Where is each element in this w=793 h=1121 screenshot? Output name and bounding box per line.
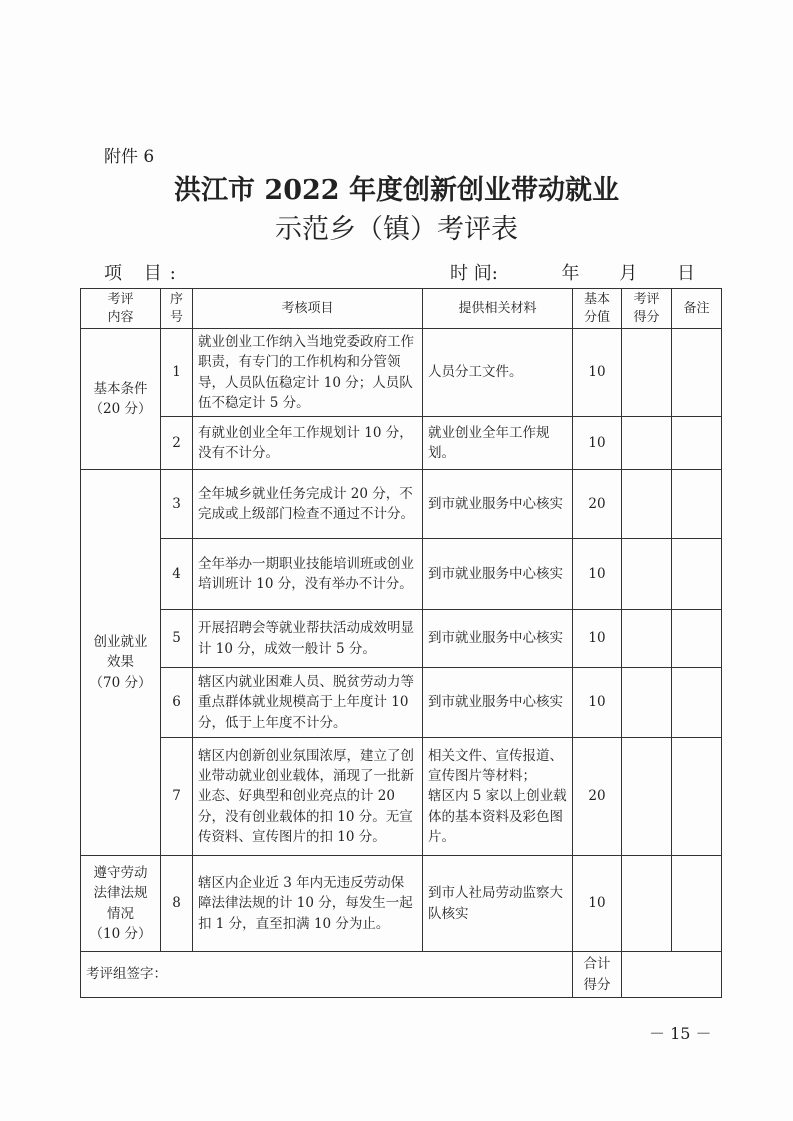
project-label: 项 目: [104,263,184,284]
signature-label: 考评组签字： [81,952,573,998]
table-row [81,610,722,668]
row-base-score: 20 [573,738,622,856]
table-row [81,668,722,738]
signature-row [81,952,722,998]
document-subtitle: 示范乡（镇）考评表 [275,214,518,245]
row-seq: 1 [161,329,193,417]
table-row [81,539,722,610]
table-row [81,856,722,952]
row-note[interactable] [672,329,722,417]
row-base-score: 10 [573,856,622,952]
row-eval-score[interactable] [622,668,672,738]
table-row [81,329,722,417]
year-label: 年 [561,263,580,284]
row-materials: 就业创业全年工作规划。 [423,417,573,470]
row-note[interactable] [672,470,722,539]
category-basic: 基本条件 （20 分） [81,329,161,470]
category-law: 遵守劳动 法律法规 情况 （10 分） [81,856,161,952]
row-materials: 相关文件、宣传报道、宣传图片等材料； 辖区内 5 家以上创业载体的基本资料及彩色图片。 [423,738,573,856]
row-seq: 4 [161,539,193,610]
row-eval-score[interactable] [622,856,672,952]
day-label: 日 [677,263,695,284]
row-item: 就业创业工作纳入当地党委政府工作职责，有专门的工作机构和分管领导，人员队伍稳定计 10 分；人员队伍不稳定计 5 分。 [193,329,423,417]
header-content: 考评 内容 [81,289,161,329]
table-row [81,470,722,539]
header-item: 考核项目 [193,289,423,329]
header-eval-score: 考评 得分 [622,289,672,329]
header-base-score: 基本 分值 [573,289,622,329]
row-eval-score[interactable] [622,329,672,417]
row-base-score: 10 [573,329,622,417]
row-materials: 到市就业服务中心核实 [423,668,573,738]
row-materials: 人员分工文件。 [423,329,573,417]
row-materials: 到市人社局劳动监察大队核实 [423,856,573,952]
header-materials: 提供相关材料 [423,289,573,329]
time-label: 时 间: [450,263,498,284]
document-title: 洪江市 2022 年度创新创业带动就业 [174,175,619,206]
header-note: 备注 [672,289,722,329]
row-seq: 7 [161,738,193,856]
row-item: 开展招聘会等就业帮扶活动成效明显计 10 分，成效一般计 5 分。 [193,610,423,668]
month-label: 月 [619,263,638,284]
row-eval-score[interactable] [622,417,672,470]
row-note[interactable] [672,610,722,668]
row-item: 辖区内企业近 3 年内无违反劳动保障法律法规的计 10 分，每发生一起扣 1 分，直至扣满 10 分为止。 [193,856,423,952]
row-item: 全年城乡就业任务完成计 20 分，不完成或上级部门检查不通过不计分。 [193,470,423,539]
table-row [81,738,722,856]
row-base-score: 10 [573,668,622,738]
row-note[interactable] [672,856,722,952]
header-seq: 序 号 [161,289,193,329]
row-seq: 8 [161,856,193,952]
row-eval-score[interactable] [622,738,672,856]
total-label: 合计 得分 [573,952,622,998]
row-note[interactable] [672,738,722,856]
row-note[interactable] [672,668,722,738]
row-seq: 5 [161,610,193,668]
row-base-score: 10 [573,539,622,610]
time-line [450,259,729,285]
row-item: 全年举办一期职业技能培训班或创业培训班计 10 分，没有举办不计分。 [193,539,423,610]
evaluation-table [80,288,722,998]
row-materials: 到市就业服务中心核实 [423,470,573,539]
page-number: － 15 － [649,1024,712,1043]
row-eval-score[interactable] [622,610,672,668]
row-note[interactable] [672,539,722,610]
row-materials: 到市就业服务中心核实 [423,539,573,610]
row-item: 辖区内就业困难人员、脱贫劳动力等重点群体就业规模高于上年度计 10 分，低于上年度不计分。 [193,668,423,738]
row-seq: 2 [161,417,193,470]
table-row [81,417,722,470]
row-eval-score[interactable] [622,539,672,610]
attachment-label: 附件 6 [104,147,155,167]
row-item: 辖区内创新创业氛围浓厚，建立了创业带动就业创业载体，涌现了一批新业态、好典型和创业亮点的计 20 分，没有创业载体的扣 10 分。无宣传资料、宣传图片的扣 10 分。 [193,738,423,856]
row-item: 有就业创业全年工作规划计 10 分，没有不计分。 [193,417,423,470]
row-materials: 到市就业服务中心核实 [423,610,573,668]
row-base-score: 10 [573,610,622,668]
row-seq: 6 [161,668,193,738]
total-score-cell[interactable] [622,952,722,998]
row-note[interactable] [672,417,722,470]
row-base-score: 20 [573,470,622,539]
row-seq: 3 [161,470,193,539]
category-effect: 创业就业 效果 （70 分） [81,470,161,856]
row-eval-score[interactable] [622,470,672,539]
row-base-score: 10 [573,417,622,470]
header-row [81,289,722,329]
